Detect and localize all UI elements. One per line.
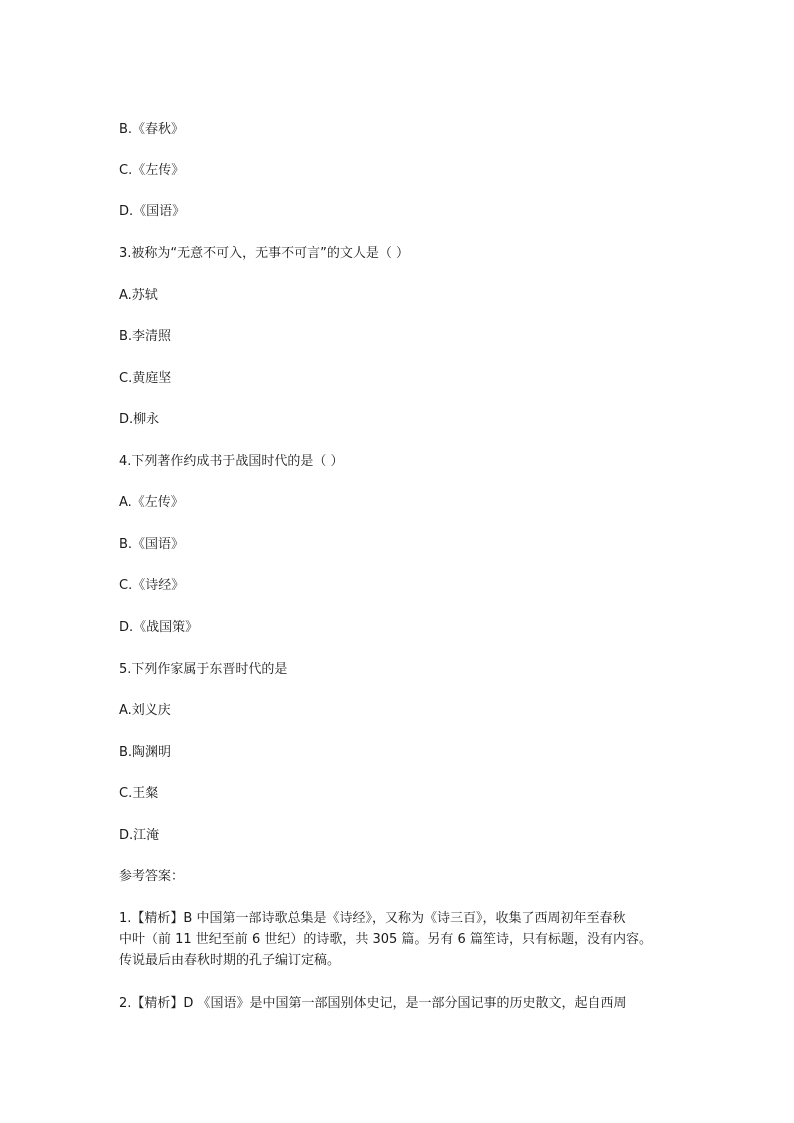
q5-option-a: A.刘义庆	[119, 703, 171, 718]
answer-2-paragraph	[119, 993, 679, 1014]
q3-option-c: C.黄庭坚	[119, 371, 172, 386]
q5-option-d: D.江淹	[119, 828, 160, 843]
answer-1-line-3: 传说最后由春秋时期的孔子编订定稿。	[119, 953, 341, 968]
answer-2-line-1: 2.【精析】D 《国语》是中国第一部国别体史记，是一部分国记事的历史散文，起自西周	[119, 996, 627, 1011]
question-4: 4.下列著作约成书于战国时代的是（ ）	[119, 454, 344, 469]
q3-option-a: A.苏轼	[119, 288, 158, 303]
q4-option-c: C.《诗经》	[119, 578, 185, 593]
answer-1-paragraph	[119, 908, 679, 971]
question-5: 5.下列作家属于东晋时代的是	[119, 662, 288, 677]
question-3: 3.被称为“无意不可入，无事不可言”的文人是（ ）	[119, 246, 410, 261]
option-c-zuozhuan: C.《左传》	[119, 163, 185, 178]
option-d-guoyu: D.《国语》	[119, 204, 186, 219]
q3-option-b: B.李清照	[119, 329, 172, 344]
option-b-chunqiu: B.《春秋》	[119, 122, 185, 137]
q4-option-d: D.《战国策》	[119, 620, 199, 635]
answer-1-line-2: 中叶（前 11 世纪至前 6 世纪）的诗歌，共 305 篇。另有 6 篇笙诗，只有标题，没有内容。	[119, 932, 652, 947]
q3-option-d: D.柳永	[119, 412, 160, 427]
answer-1-line-1: 1.【精析】B 中国第一部诗歌总集是《诗经》，又称为《诗三百》，收集了西周初年至春秋	[119, 911, 626, 926]
q5-option-b: B.陶渊明	[119, 745, 172, 760]
q5-option-c: C.王粲	[119, 786, 159, 801]
answer-key-heading: 参考答案：	[119, 869, 185, 884]
q4-option-b: B.《国语》	[119, 537, 185, 552]
q4-option-a: A.《左传》	[119, 495, 184, 510]
